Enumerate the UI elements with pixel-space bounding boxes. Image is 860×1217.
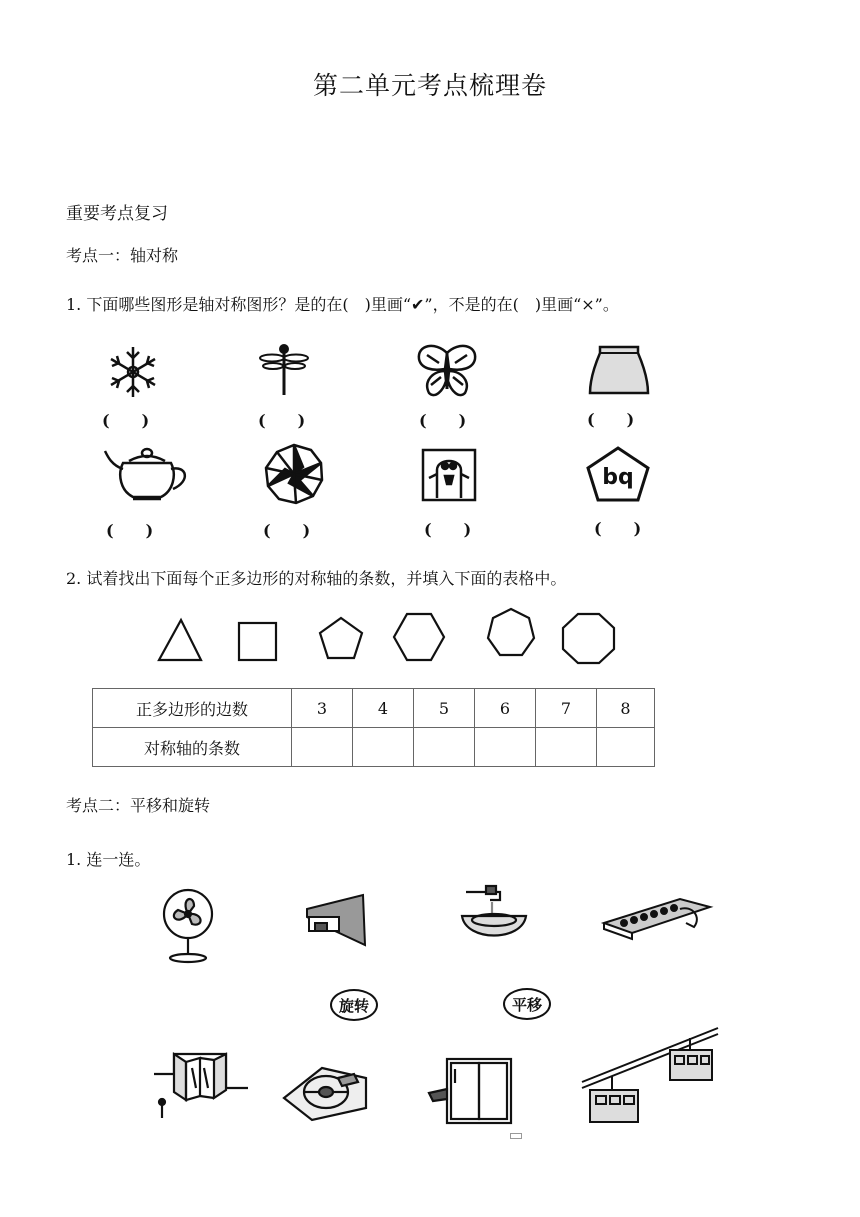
answer-blank[interactable]: ( ): [424, 520, 472, 539]
row-label-axes: 对称轴的条数: [93, 728, 292, 767]
question-1-text: 1. 下面哪些图形是轴对称图形？是的在( )里画“✔”，不是的在( )里画“×”。: [66, 295, 619, 314]
drawer-icon[interactable]: [305, 893, 369, 953]
pentagon-bq-icon: [586, 446, 650, 502]
teapot-icon: [103, 445, 193, 503]
pentagon-shape: [320, 618, 362, 658]
sides-cell: 7: [536, 689, 597, 728]
point-two-heading: 考点二：平移和旋转: [66, 796, 211, 815]
sliding-window-icon[interactable]: [425, 1053, 515, 1127]
answer-blank[interactable]: ( ): [587, 410, 635, 429]
svg-text:bq: bq: [602, 465, 634, 490]
answer-blank[interactable]: ( ): [102, 411, 150, 430]
answer-blank[interactable]: ( ): [263, 521, 311, 540]
regular-polygons-row: [150, 604, 620, 668]
page-title: 第二单元考点梳理卷: [312, 71, 547, 100]
sides-cell: 4: [353, 689, 414, 728]
axes-answer-cell[interactable]: [475, 728, 536, 767]
bubble-rotate[interactable]: 旋转: [330, 989, 378, 1021]
skirt-icon: [588, 345, 650, 397]
bubble-translate[interactable]: 平移: [503, 988, 551, 1020]
sides-cell: 8: [597, 689, 655, 728]
axes-answer-cell[interactable]: [353, 728, 414, 767]
axes-answer-cell[interactable]: [597, 728, 655, 767]
abacus-icon[interactable]: [602, 893, 712, 943]
question-2-text: 2. 试着找出下面每个正多边形的对称轴的条数，并填入下面的表格中。: [66, 569, 567, 588]
square-shape: [239, 623, 276, 660]
sides-cell: 6: [475, 689, 536, 728]
row-label-sides: 正多边形的边数: [93, 689, 292, 728]
answer-blank[interactable]: ( ): [419, 411, 467, 430]
steering-wheel-icon[interactable]: [282, 1058, 368, 1122]
triangle-shape: [159, 620, 201, 660]
snowflake-icon: [103, 344, 163, 400]
electric-fan-icon[interactable]: [160, 888, 216, 964]
cable-car-icon[interactable]: [580, 1020, 720, 1126]
point-one-heading: 考点一：轴对称: [66, 246, 179, 265]
symmetry-table: [92, 688, 655, 767]
sides-cell: 5: [414, 689, 475, 728]
answer-blank[interactable]: ( ): [258, 411, 306, 430]
dragonfly-icon: [258, 343, 310, 397]
butterfly-icon: [415, 341, 479, 401]
answer-blank[interactable]: ( ): [106, 521, 154, 540]
faucet-icon[interactable]: [460, 884, 528, 944]
octagon-shape: [563, 614, 614, 663]
small-marker: [510, 1133, 522, 1139]
hexagon-shape: [394, 614, 444, 660]
axes-answer-cell[interactable]: [414, 728, 475, 767]
section-heading: 重要考点复习: [66, 204, 168, 224]
mask-icon: [421, 448, 477, 502]
pinwheel-icon: [263, 443, 325, 505]
answer-blank[interactable]: ( ): [594, 519, 642, 538]
revolving-door-icon[interactable]: [152, 1048, 250, 1124]
heptagon-shape: [488, 609, 534, 655]
axes-answer-cell[interactable]: [536, 728, 597, 767]
axes-answer-cell[interactable]: [292, 728, 353, 767]
sides-cell: 3: [292, 689, 353, 728]
question-3-text: 1. 连一连。: [66, 850, 151, 869]
